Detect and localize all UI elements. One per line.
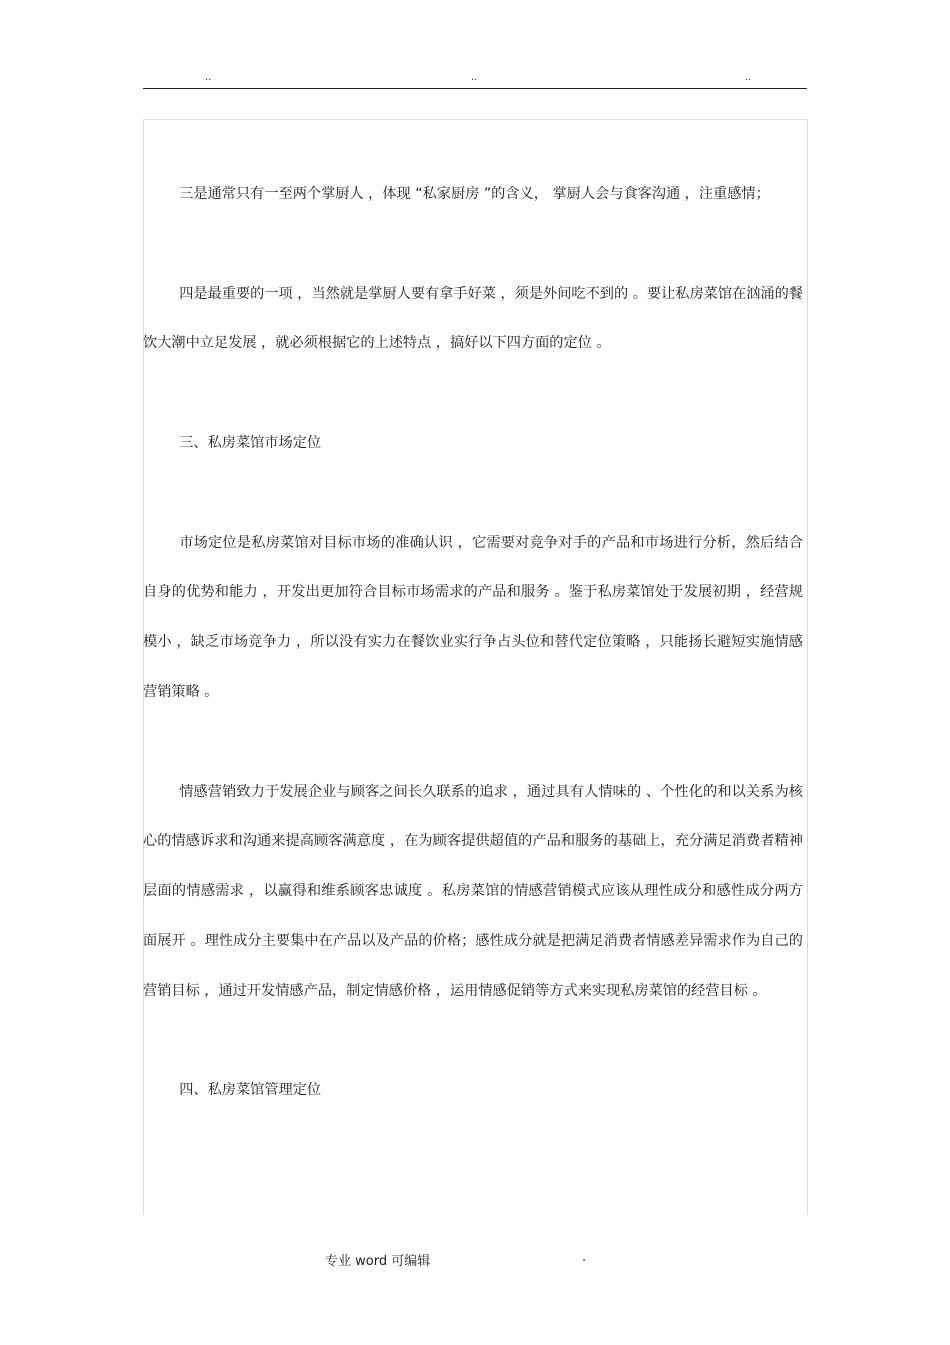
paragraph-2: 四是最重要的一项 ，当然就是掌厨人要有拿手好菜 ，须是外间吃不到的 。要让私房菜馆在汹涌的餐饮大潮中立足发展 ，就必须根据它的上述特点 ，搞好以下四方面的定位 。	[143, 285, 803, 352]
header-mark-right: ..	[745, 72, 752, 83]
paragraph-4: 情感营销致力于发展企业与顾客之间长久联系的追求 ，通过具有人情味的 、个性化的和以关系为核心的情感诉求和沟通来提高顾客满意度 ，在为顾客提供超值的产品和服务的基础上，充分满足消费者精神层面的情感需求 ，以赢得和维系顾客忠诚度 。私房菜馆的情感营销模式应该从理性成分和感性成分两方面展开 。理性成分主要集中在产品以及产品的价格；感性成分就是把满足消费者情感差异需求作为自己的营销目标 ，通过开发情感产品，制定情感价格 ，运用情感促销等方式来实现私房菜馆的经营目标 。	[143, 783, 803, 999]
header-mark-left: ..	[205, 72, 212, 83]
section-heading-3: 三、私房菜馆市场定位	[179, 434, 322, 451]
header-marks	[143, 72, 807, 88]
paragraph-gap	[143, 220, 803, 270]
header-rule	[143, 88, 807, 89]
paragraph-gap	[143, 369, 803, 419]
footer-editable-note: 专业 word 可编辑	[325, 1254, 431, 1269]
paragraph-gap	[143, 1017, 803, 1067]
section-heading-4: 四、私房菜馆管理定位	[179, 1082, 322, 1099]
document-body	[143, 170, 803, 1116]
footer-dot: .	[582, 1250, 587, 1265]
paragraph-gap	[143, 718, 803, 768]
header-mark-center: ..	[471, 72, 478, 83]
paragraph-1: 三是通常只有一至两个掌厨人 ，体现 “私家厨房 ”的含义， 掌厨人会与食客沟通 ，注重感情；	[179, 186, 770, 202]
paragraph-gap	[143, 469, 803, 519]
paragraph-3: 市场定位是私房菜馆对目标市场的准确认识 ，它需要对竞争对手的产品和市场进行分析，然后结合自身的优势和能力 ，开发出更加符合目标市场需求的产品和服务 。鉴于私房菜馆处于发展初期 ，经营规模小 ，缺乏市场竞争力 ，所以没有实力在餐饮业实行争占头位和替代定位策略 ，只能扬长避短实施情感营销策略 。	[143, 534, 803, 700]
